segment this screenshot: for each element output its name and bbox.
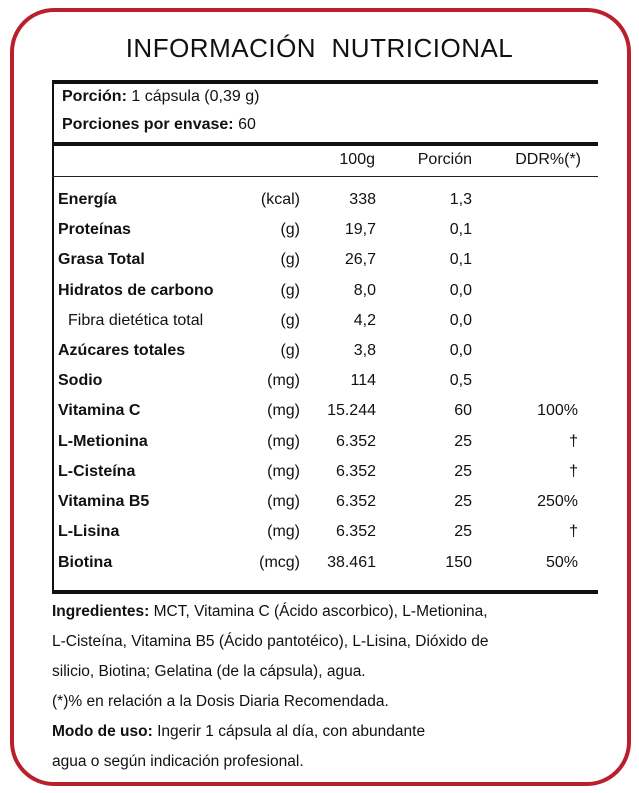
table-row (52, 277, 598, 307)
table-row (52, 549, 598, 579)
table-row (52, 397, 598, 427)
column-header-portion: Porción (417, 151, 472, 168)
value-portion: 150 (445, 554, 472, 571)
nutrient-name: Hidratos de carbono (58, 282, 214, 299)
value-portion: 25 (454, 493, 472, 510)
servings-per-container-label: Porciones por envase: (62, 116, 234, 133)
nutrient-name: Vitamina C (58, 402, 141, 419)
table-row (52, 246, 598, 276)
nutrient-name: Azúcares totales (58, 342, 186, 359)
ddr-footnote: (*)% en relación a la Dosis Diaria Recomendada. (52, 693, 389, 710)
value-100g: 19,7 (344, 221, 376, 238)
value-ddr: 100% (537, 402, 578, 419)
nutrient-name: L-Lisina (58, 523, 120, 540)
nutrient-name: Sodio (58, 372, 103, 389)
ingredients-block (52, 597, 602, 777)
value-portion: 25 (454, 523, 472, 540)
table-row (52, 307, 598, 337)
table-row (52, 337, 598, 367)
value-portion: 0,1 (449, 251, 472, 268)
value-ddr: 50% (545, 554, 578, 571)
ingredients-line-2: L-Cisteína, Vitamina B5 (Ácido pantotéico), L-Lisina, Dióxido de (52, 633, 489, 650)
divider-serving (52, 142, 598, 146)
nutrient-name: Fibra dietética total (68, 312, 204, 329)
ingredients-text-1: MCT, Vitamina C (Ácido ascorbico), L-Metionina, (153, 603, 488, 620)
servings-per-container-value: 60 (238, 116, 256, 133)
column-header-ddr: DDR%(*) (515, 151, 581, 168)
nutrient-unit: (kcal) (260, 191, 300, 208)
nutrient-name: Biotina (58, 554, 113, 571)
ingredients-label: Ingredientes: (52, 603, 150, 620)
value-portion: 0,0 (449, 342, 472, 359)
value-portion: 60 (454, 402, 472, 419)
serving-portion-label: Porción: (62, 88, 127, 105)
nutrient-name: L-Metionina (58, 433, 148, 450)
nutrient-unit: (g) (280, 221, 300, 238)
nutrient-unit: (mg) (267, 402, 300, 419)
nutrient-unit: (g) (280, 282, 300, 299)
table-row (52, 428, 598, 458)
nutrient-unit: (mg) (267, 372, 300, 389)
value-100g: 114 (350, 372, 376, 389)
nutrient-unit: (mg) (267, 493, 300, 510)
table-row (52, 488, 598, 518)
value-100g: 3,8 (353, 342, 376, 359)
servings-per-container (62, 116, 256, 134)
divider-header (52, 176, 598, 177)
value-portion: 1,3 (449, 191, 472, 208)
nutrient-name: Energía (58, 191, 117, 208)
value-ddr: 250% (537, 493, 578, 510)
value-ddr: † (569, 463, 578, 480)
nutrient-name: Grasa Total (58, 251, 145, 268)
table-row (52, 186, 598, 216)
nutrient-name: Proteínas (58, 221, 131, 238)
nutrient-unit: (mg) (267, 463, 300, 480)
value-100g: 6.352 (335, 523, 376, 540)
nutrient-name: Vitamina B5 (58, 493, 150, 510)
column-header-100g: 100g (339, 151, 375, 168)
value-portion: 0,0 (449, 312, 472, 329)
ingredients-line-1 (52, 597, 602, 627)
table-row (52, 216, 598, 246)
ingredients-line-3: silicio, Biotina; Gelatina (de la cápsula), agua. (52, 663, 366, 680)
value-portion: 25 (454, 433, 472, 450)
serving-portion-value: 1 cápsula (0,39 g) (131, 88, 260, 105)
value-100g: 38.461 (327, 554, 376, 571)
usage-label: Modo de uso: (52, 723, 153, 740)
value-portion: 25 (454, 463, 472, 480)
value-100g: 6.352 (335, 493, 376, 510)
value-100g: 8,0 (353, 282, 376, 299)
value-100g: 15.244 (327, 402, 376, 419)
table-row (52, 518, 598, 548)
table-row (52, 367, 598, 397)
value-100g: 4,2 (353, 312, 376, 329)
nutrient-unit: (g) (280, 342, 300, 359)
value-portion: 0,0 (449, 282, 472, 299)
nutrient-name: L-Cisteína (58, 463, 136, 480)
serving-portion (62, 88, 259, 106)
usage-text-1: Ingerir 1 cápsula al día, con abundante (157, 723, 426, 740)
value-ddr: † (569, 523, 578, 540)
value-portion: 0,5 (449, 372, 472, 389)
divider-top (52, 80, 598, 84)
value-100g: 6.352 (335, 463, 376, 480)
usage-line-1 (52, 717, 602, 747)
label-title: INFORMACIÓN NUTRICIONAL (125, 33, 514, 63)
value-100g: 338 (349, 191, 376, 208)
table-row (52, 458, 598, 488)
value-100g: 6.352 (335, 433, 376, 450)
value-portion: 0,1 (449, 221, 472, 238)
value-ddr: † (569, 433, 578, 450)
nutrient-unit: (mg) (267, 433, 300, 450)
usage-line-2: agua o según indicación profesional. (52, 753, 304, 770)
nutrient-unit: (mg) (267, 523, 300, 540)
value-100g: 26,7 (344, 251, 376, 268)
divider-bottom (52, 590, 598, 594)
nutrient-unit: (g) (280, 312, 300, 329)
nutrient-unit: (mcg) (259, 554, 300, 571)
nutrient-unit: (g) (280, 251, 300, 268)
